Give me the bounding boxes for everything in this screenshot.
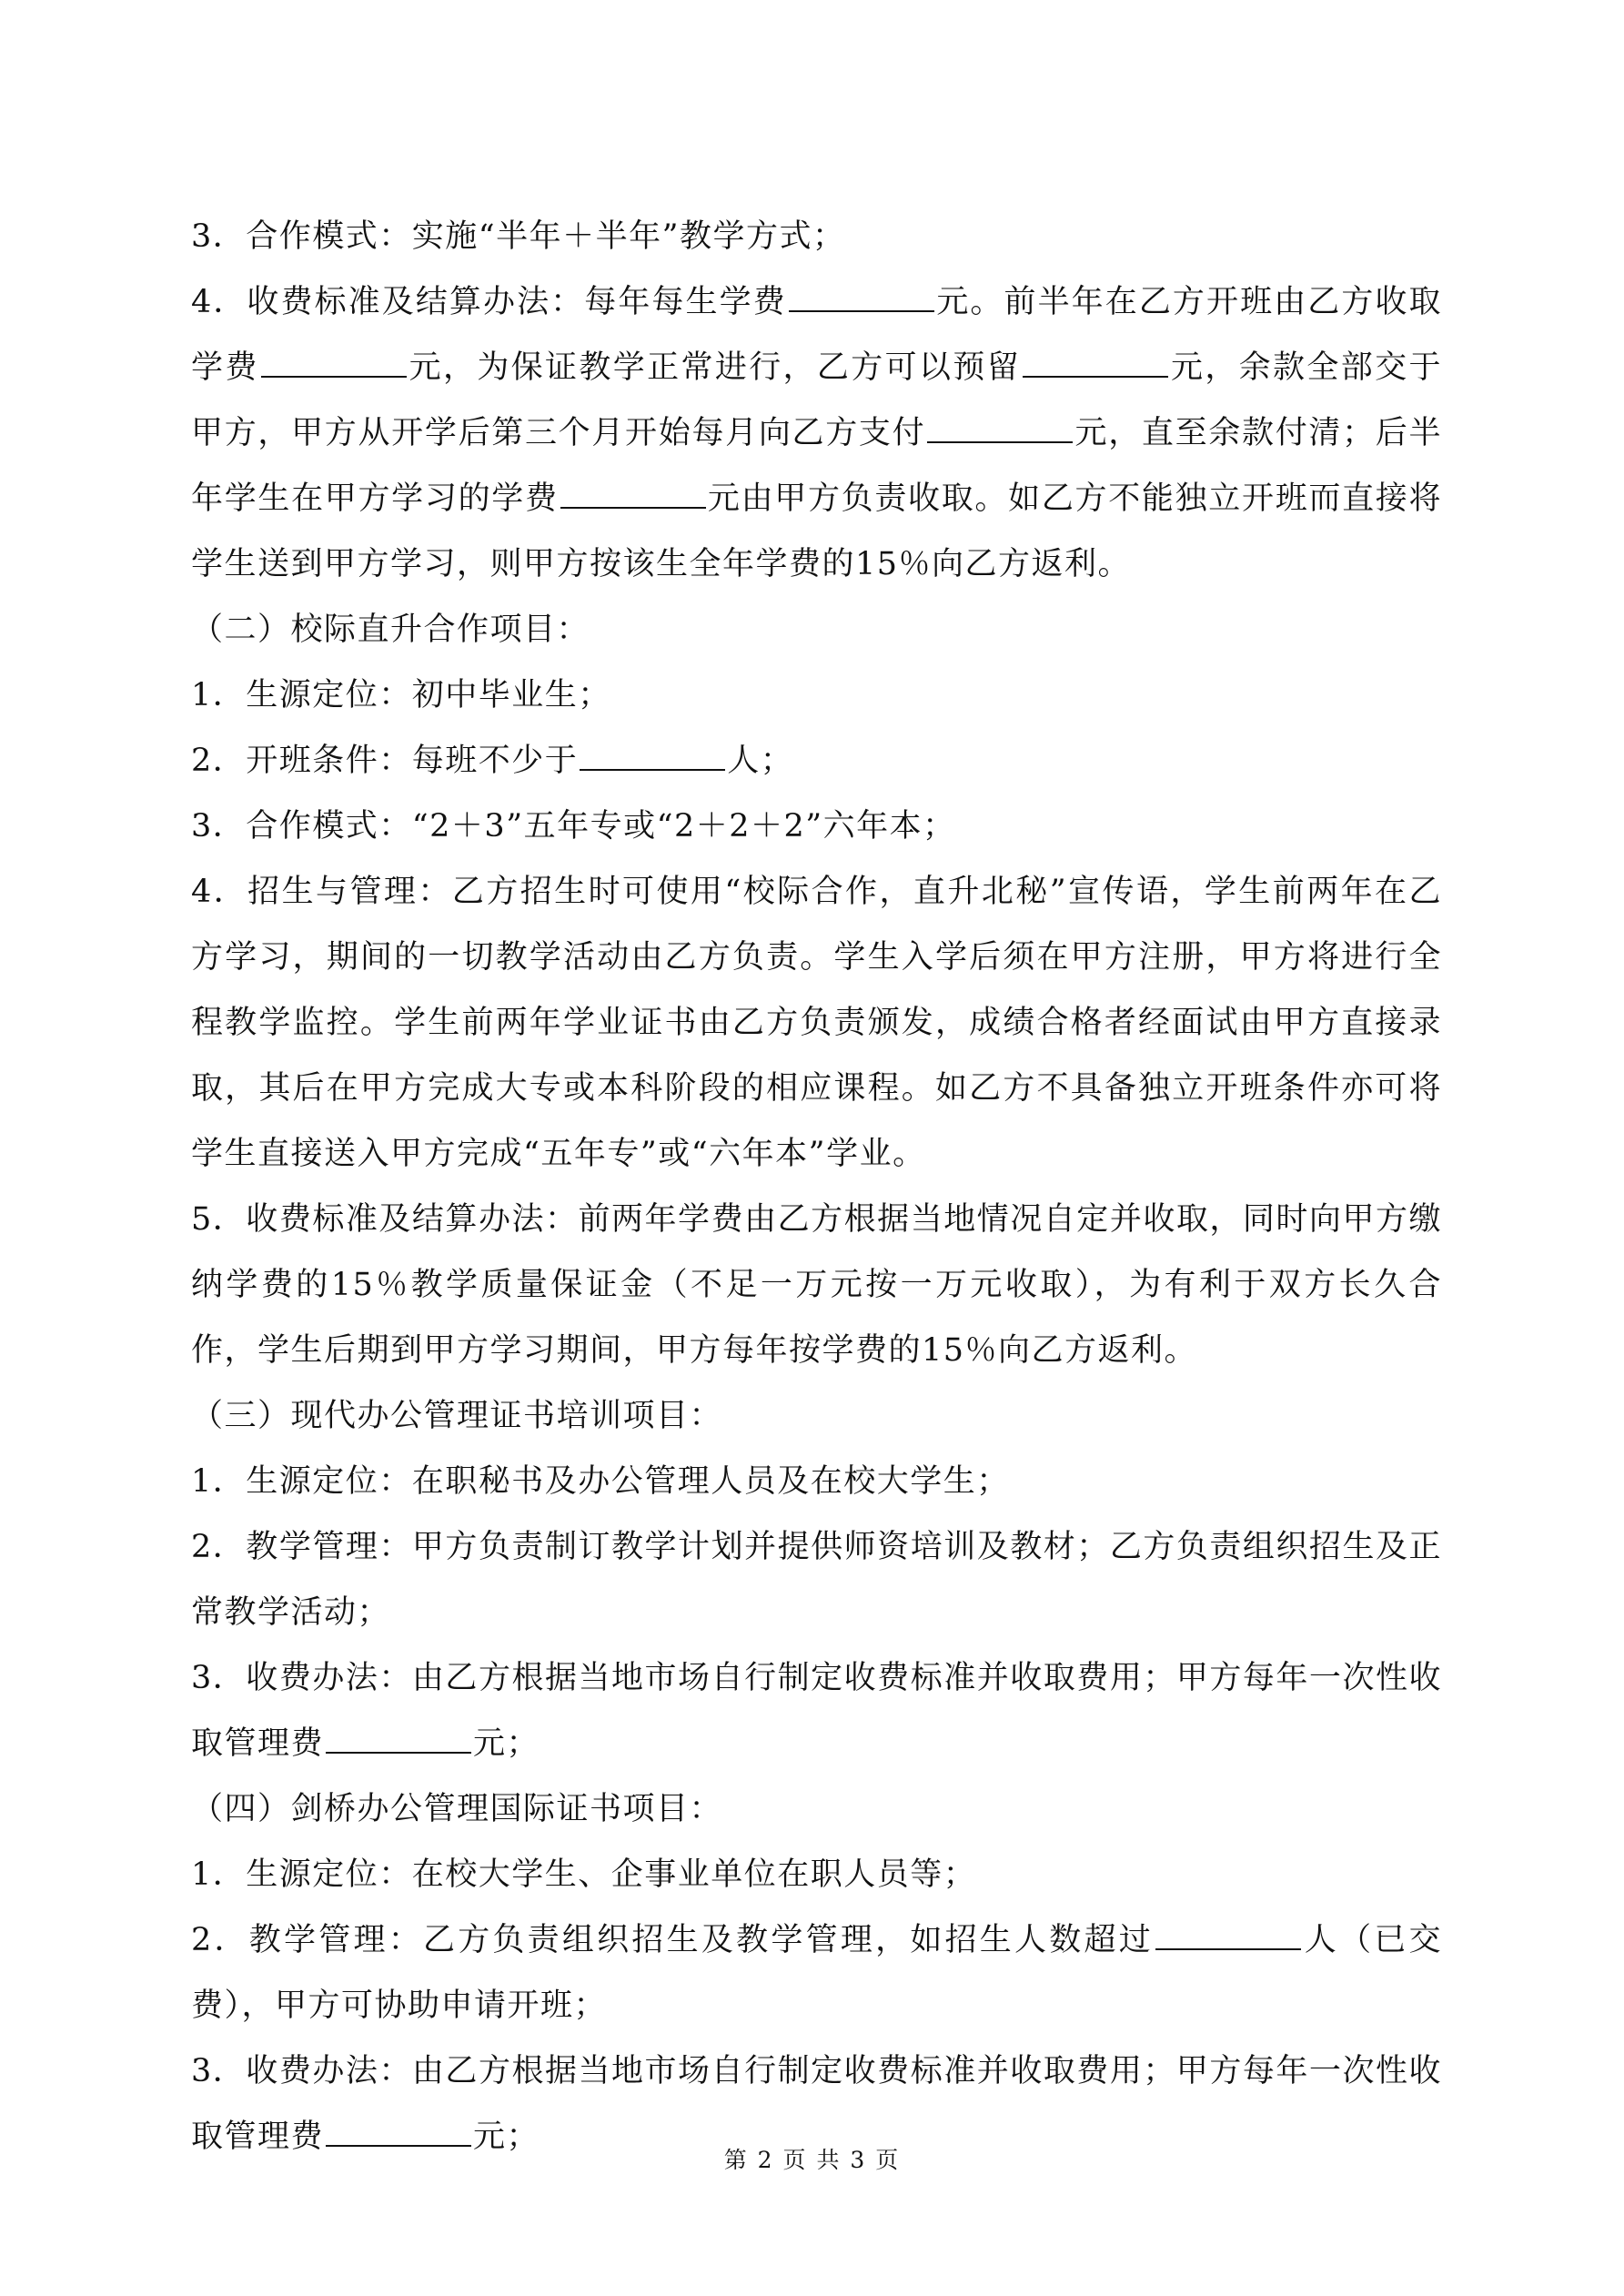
paragraph bbox=[191, 728, 1442, 794]
paragraph-text: 3．收费办法：由乙方根据当地市场自行制定收费标准并收取费用；甲方每年一次性收取管理费 bbox=[191, 2053, 1442, 2155]
paragraph-text: 1．生源定位：初中毕业生； bbox=[191, 677, 611, 713]
paragraph bbox=[191, 204, 1442, 269]
paragraph bbox=[191, 663, 1442, 728]
paragraph-text: 元，为保证教学正常进行，乙方可以预留 bbox=[408, 349, 1022, 386]
paragraph bbox=[191, 859, 1442, 1187]
paragraph-text: 3．合作模式：“2＋3”五年专或“2＋2＋2”六年本； bbox=[191, 808, 956, 845]
paragraph bbox=[191, 269, 1442, 597]
paragraph bbox=[191, 597, 1442, 663]
fill-in-blank bbox=[326, 1725, 471, 1754]
paragraph-text: 3．合作模式：实施“半年＋半年”教学方式； bbox=[191, 218, 846, 255]
paragraph-text: 人； bbox=[727, 743, 794, 779]
paragraph-text: 2．教学管理：乙方负责组织招生及教学管理，如招生人数超过 bbox=[191, 1922, 1155, 1958]
paragraph bbox=[191, 1842, 1442, 1907]
paragraph-text: 元； bbox=[473, 1725, 540, 1762]
fill-in-blank bbox=[1023, 349, 1168, 378]
fill-in-blank bbox=[1155, 1921, 1301, 1950]
paragraph-text: 元，直至余款付清；后半年学生在甲方学习的学费 bbox=[191, 415, 1442, 517]
paragraph-text: 元，余款全部交于甲方，甲方从开学后第三个月开始每月向乙方支付 bbox=[191, 349, 1442, 451]
paragraph-text: 元。前半年在乙方开班由乙方收取学费 bbox=[191, 284, 1442, 386]
paragraph bbox=[191, 1187, 1442, 1383]
document-body bbox=[191, 204, 1442, 2170]
paragraph bbox=[191, 1514, 1442, 1645]
paragraph bbox=[191, 1907, 1442, 2038]
fill-in-blank bbox=[261, 349, 407, 378]
fill-in-blank bbox=[560, 480, 706, 509]
paragraph-text: （四）剑桥办公管理国际证书项目： bbox=[191, 1791, 723, 1827]
paragraph bbox=[191, 1383, 1442, 1449]
paragraph-text: 2．教学管理：甲方负责制订教学计划并提供师资培训及教材；乙方负责组织招生及正常教学活动； bbox=[191, 1529, 1442, 1631]
page-footer: 第 2 页 共 3 页 bbox=[723, 2147, 901, 2173]
paragraph bbox=[191, 794, 1442, 859]
paragraph-text: 人（已交费），甲方可协助申请开班； bbox=[191, 1922, 1442, 2024]
paragraph-text: 4．招生与管理：乙方招生时可使用“校际合作，直升北秘”宣传语，学生前两年在乙方学习，期间的一切教学活动由乙方负责。学生入学后须在甲方注册，甲方将进行全程教学监控。学生前两年学业证书由乙方负责颁发，成绩合格者经面试由甲方直接录取，其后在甲方完成大专或本科阶段的相应课程。如乙方不具备独立开班条件亦可将学生直接送入甲方完成“五年专”或“六年本”学业。 bbox=[191, 874, 1442, 1172]
fill-in-blank bbox=[927, 414, 1073, 443]
fill-in-blank bbox=[789, 283, 934, 312]
paragraph-text: 元； bbox=[473, 2119, 540, 2155]
fill-in-blank bbox=[580, 742, 725, 771]
paragraph bbox=[191, 1449, 1442, 1514]
paragraph-text: 4．收费标准及结算办法：每年每生学费 bbox=[191, 284, 787, 320]
paragraph bbox=[191, 1645, 1442, 1776]
paragraph-text: 1．生源定位：在职秘书及办公管理人员及在校大学生； bbox=[191, 1463, 1010, 1500]
paragraph bbox=[191, 1776, 1442, 1842]
paragraph-text: 3．收费办法：由乙方根据当地市场自行制定收费标准并收取费用；甲方每年一次性收取管理费 bbox=[191, 1660, 1442, 1762]
paragraph-text: 元由甲方负责收取。如乙方不能独立开班而直接将学生送到甲方学习，则甲方按该生全年学费的15％向乙方返利。 bbox=[191, 480, 1442, 582]
paragraph-text: 1．生源定位：在校大学生、企事业单位在职人员等； bbox=[191, 1856, 977, 1893]
paragraph-text: （二）校际直升合作项目： bbox=[191, 612, 590, 648]
paragraph-text: 5．收费标准及结算办法：前两年学费由乙方根据当地情况自定并收取，同时向甲方缴纳学费的15％教学质量保证金（不足一万元按一万元收取），为有利于双方长久合作，学生后期到甲方学习期间，甲方每年按学费的15％向乙方返利。 bbox=[191, 1201, 1442, 1369]
paragraph-text: 2．开班条件：每班不少于 bbox=[191, 743, 579, 779]
paragraph-text: （三）现代办公管理证书培训项目： bbox=[191, 1398, 723, 1434]
